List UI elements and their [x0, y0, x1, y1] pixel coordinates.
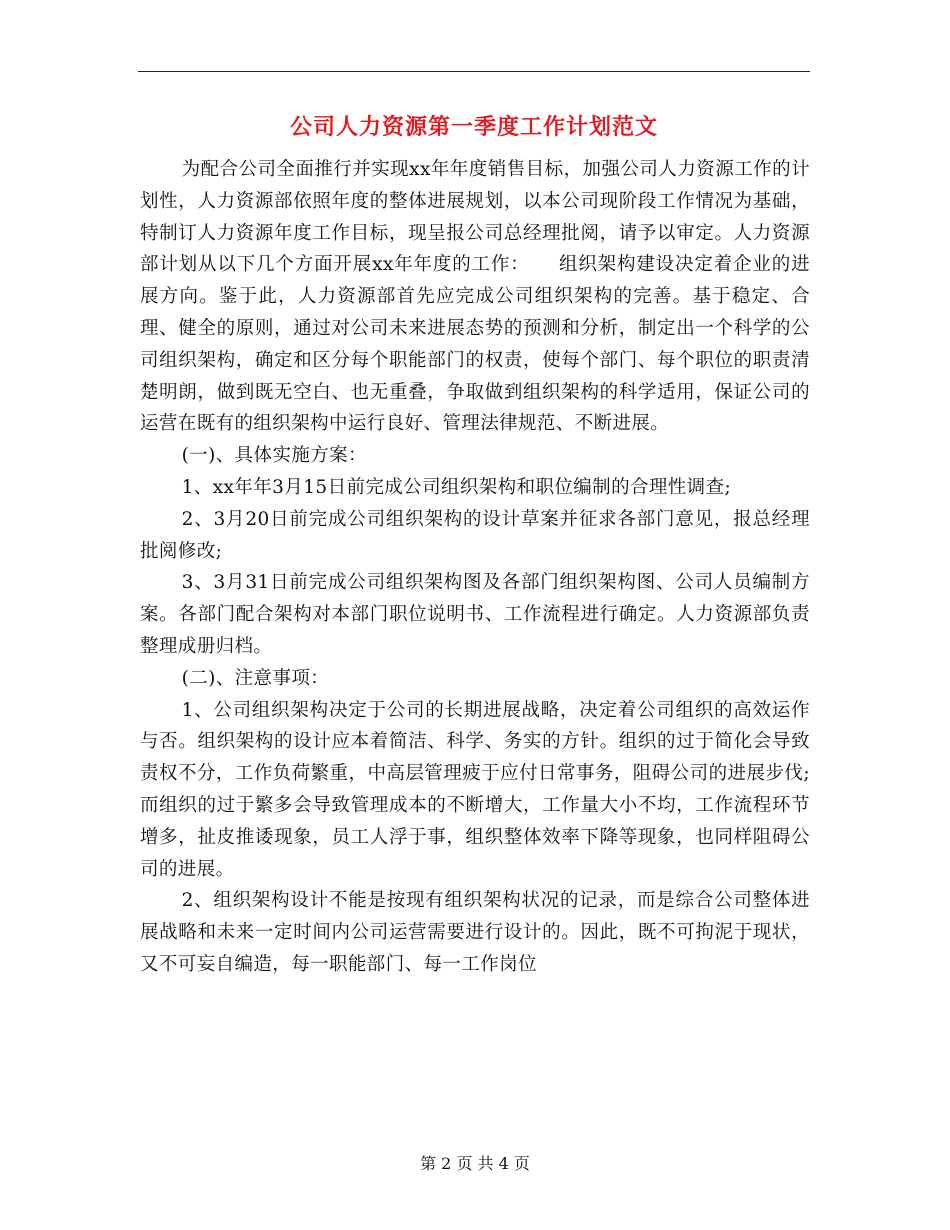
list-item: 3、3月31日前完成公司组织架构图及各部门组织架构图、公司人员编制方案。各部门配合架构对本部门职位说明书、工作流程进行确定。人力资源部负责整理成册归档。: [140, 572, 810, 657]
list-item: 2、3月20日前完成公司组织架构的设计草案并征求各部门意见，报总经理批阅修改;: [140, 508, 810, 562]
paragraph-intro: 为配合公司全面推行并实现xx年年度销售目标，加强公司人力资源工作的计划性，人力资源部依照年度的整体进展规划，以本公司现阶段工作情况为基础，特制订人力资源年度工作目标，现呈报公司总经理批阅，请予以审定。人力资源部计划从以下几个方面开展xx年年度的工作： 组织架构建设决定着企业的进展方向。鉴于此，人力资源部首先应完成公司组织架构的完善。基于稳定、合理、健全的原则，通过对公司未来进展态势的预测和分析，制定出一个科学的公司组织架构，确定和区分每个职能部门的权责，使每个部门、每个职位的职责清楚明朗，做到既无空白、也无重叠，争取做到组织架构的科学适用，保证公司的运营在既有的组织架构中运行良好、管理法律规范、不断进展。: [140, 159, 810, 435]
section-heading-implementation: (一)、具体实施方案：: [181, 445, 367, 467]
header-rule: [138, 71, 810, 72]
document-title: 公司人力资源第一季度工作计划范文: [289, 114, 658, 140]
page-number-footer: 第 2 页 共 4 页: [420, 1154, 530, 1173]
document-body: [140, 154, 810, 981]
list-item: 1、xx年年3月15日前完成公司组织架构和职位编制的合理性调查;: [181, 476, 732, 498]
section-heading-notes: (二)、注意事项：: [181, 667, 330, 689]
list-item: 2、组织架构设计不能是按现有组织架构状况的记录，而是综合公司整体进展战略和未来一定时间内公司运营需要进行设计的。因此，既不可拘泥于现状，又不可妄自编造，每一职能部门、每一工作岗位: [140, 890, 810, 975]
list-item: 1、公司组织架构决定于公司的长期进展战略，决定着公司组织的高效运作与否。组织架构的设计应本着简洁、科学、务实的方针。组织的过于简化会导致责权不分，工作负荷繁重，中高层管理疲于应付日常事务，阻碍公司的进展步伐;而组织的过于繁多会导致管理成本的不断增大，工作量大小不均，工作流程环节增多，扯皮推诿现象，员工人浮于事，组织整体效率下降等现象，也同样阻碍公司的进展。: [140, 699, 810, 880]
